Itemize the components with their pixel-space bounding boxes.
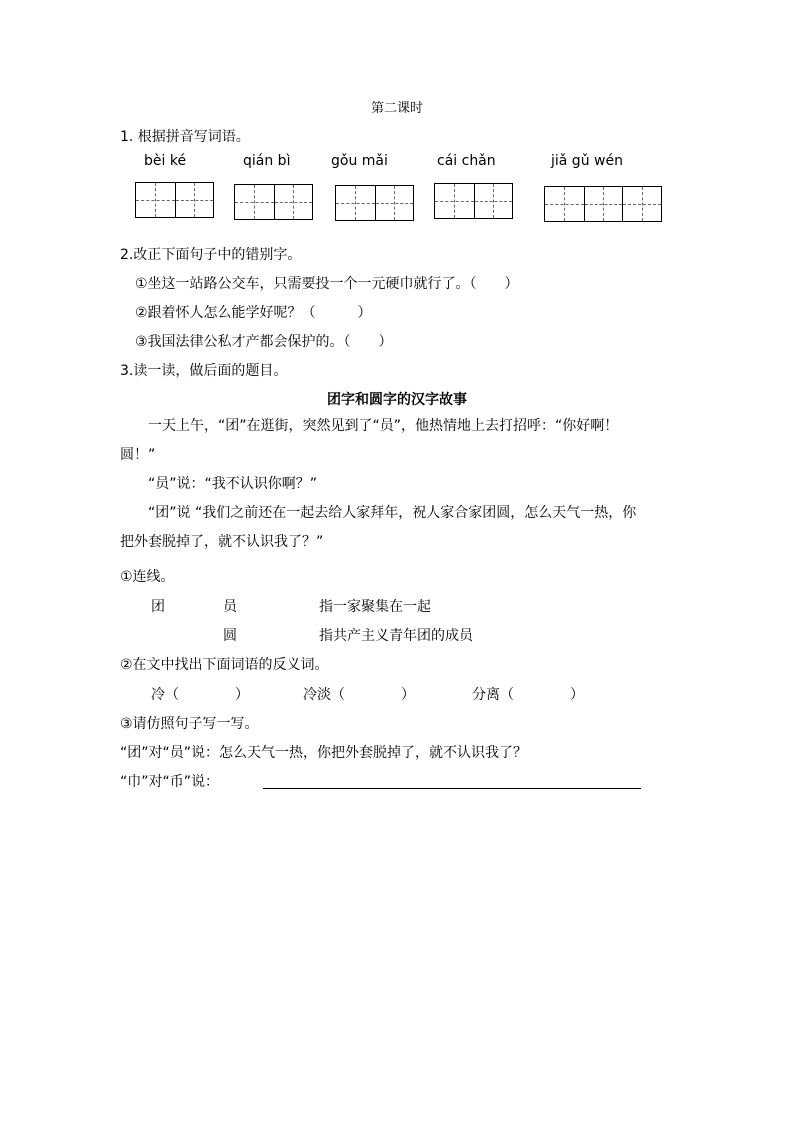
writing-grid-2[interactable] xyxy=(234,184,313,220)
grid-cell[interactable] xyxy=(474,184,513,218)
writing-grid-1[interactable] xyxy=(135,182,214,218)
question-2-label: 2.改正下面句子中的错别字。 xyxy=(120,247,302,263)
story-paragraph-1: 一天上午，“团”在逛街，突然见到了“员”，他热情地上去打招呼：“你好啊！圆！” xyxy=(120,418,619,463)
antonym-blank-1[interactable]: 冷（ ） xyxy=(151,687,249,703)
match-definition-2[interactable]: 指共产主义青年团的成员 xyxy=(319,628,473,644)
sub-question-3: ③请仿照句子写一写。 xyxy=(120,716,259,732)
grid-cell[interactable] xyxy=(375,186,414,220)
sub-question-2: ②在文中找出下面词语的反义词。 xyxy=(120,657,329,673)
antonym-blank-2[interactable]: 冷淡（ ） xyxy=(303,687,415,703)
page-title: 第二课时 xyxy=(370,101,423,116)
story-paragraph-2: “员”说：“我不认识你啊？” xyxy=(120,476,318,492)
match-word-yuan[interactable]: 员 xyxy=(223,599,237,615)
pinyin-5: jiǎ gǔ wén xyxy=(551,153,623,169)
writing-grid-4[interactable] xyxy=(434,183,513,219)
sentence-1: ①坐这一站路公交车，只需要投一个一元硬巾就行了。（ ） xyxy=(135,276,519,292)
grid-cell[interactable] xyxy=(274,185,313,219)
pinyin-4: cái chǎn xyxy=(437,153,496,169)
grid-cell[interactable] xyxy=(136,183,175,217)
pinyin-3: gǒu mǎi xyxy=(331,153,388,169)
grid-cell[interactable] xyxy=(622,187,661,221)
sentence-3: ③我国法律公私才产都会保护的。（ ） xyxy=(135,334,393,350)
match-word-yuan-round[interactable]: 圆 xyxy=(223,628,237,644)
writing-grid-3[interactable] xyxy=(335,185,414,221)
writing-grid-5[interactable] xyxy=(544,186,662,222)
grid-cell[interactable] xyxy=(584,187,623,221)
example-sentence: “团”对“员”说：怎么天气一热，你把外套脱掉了，就不认识我了？ xyxy=(120,745,528,761)
grid-cell[interactable] xyxy=(336,186,375,220)
sentence-2: ②跟着怀人怎么能学好呢？（ ） xyxy=(135,305,372,321)
grid-cell[interactable] xyxy=(235,185,274,219)
story-paragraph-3: “团”说 “我们之前还在一起去给人家拜年，祝人家合家团圆，怎么天气一热，你把外套脱掉了，就不认识我了？” xyxy=(120,505,637,550)
story-title: 团字和圆字的汉字故事 xyxy=(327,392,467,408)
pinyin-2: qián bì xyxy=(243,153,291,169)
question-3-label: 3.读一读，做后面的题目。 xyxy=(120,363,288,379)
grid-cell[interactable] xyxy=(175,183,214,217)
answer-line[interactable] xyxy=(263,788,641,789)
question-1-label: 1. 根据拼音写词语。 xyxy=(120,129,250,145)
grid-cell[interactable] xyxy=(435,184,474,218)
match-definition-1[interactable]: 指一家聚集在一起 xyxy=(319,599,431,615)
antonym-blank-3[interactable]: 分离（ ） xyxy=(472,687,584,703)
match-word-tuan[interactable]: 团 xyxy=(151,599,165,615)
pinyin-1: bèi ké xyxy=(144,153,187,169)
grid-cell[interactable] xyxy=(545,187,584,221)
sub-question-1: ①连线。 xyxy=(120,569,175,585)
imitation-prompt: “巾”对“币”说： xyxy=(120,774,220,790)
